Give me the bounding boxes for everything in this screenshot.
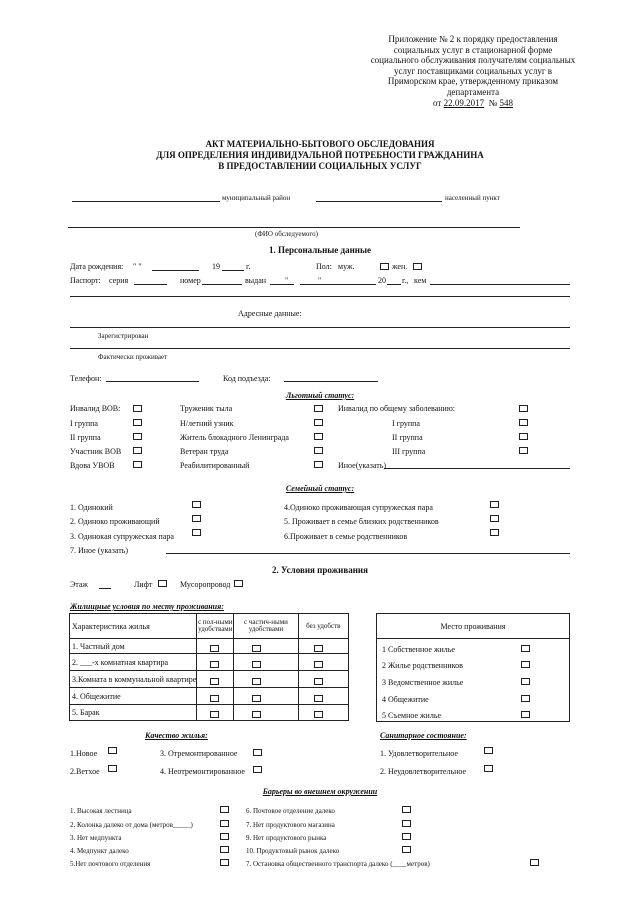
quality-0-checkbox[interactable] [108,747,117,754]
benefit-other-field[interactable] [384,468,570,469]
benefit-col3-0: I группа [392,419,420,428]
settlement-label: населенный пункт [445,194,500,202]
benefit-col2-1: Н/летний узник [180,419,234,428]
housing-3-none-checkbox[interactable] [314,695,323,702]
benefit-col1-0-checkbox[interactable] [133,405,142,412]
doc-title-1: АКТ МАТЕРИАЛЬНО-БЫТОВОГО ОБСЛЕДОВАНИЯ [205,139,435,149]
appendix-date: 22.09.2017 [443,97,485,108]
dob-year-suffix: г. [246,262,251,271]
floor-label: Этаж [70,580,88,589]
benefit-col1-3-checkbox[interactable] [133,447,142,454]
issued-by-label: кем [414,276,427,285]
housing-0-full-checkbox[interactable] [210,645,219,652]
benefit-col2-3-checkbox[interactable] [314,447,323,454]
family-right-2: 6.Проживает в семье родственников [284,532,408,541]
housing-3-partial-checkbox[interactable] [252,695,261,702]
family-left-0: 1. Одинокий [70,503,113,512]
section1-title: 1. Персональные данные [269,245,371,255]
appendix-text [370,34,576,108]
benefit-status-title: Льготный статус: [285,391,355,400]
issued-year-field[interactable] [387,284,401,285]
benefit-col3-header-checkbox[interactable] [519,405,528,412]
housing-header-none: без удобств [298,614,348,639]
housing-table [69,613,349,721]
issued-by-field-2[interactable] [70,296,570,297]
issued-by-field[interactable] [430,284,570,285]
place-4: 5 Съемное жилье [382,711,442,720]
barrier-left-0: 1. Высокая лестница [70,807,132,815]
family-right-0: 4.Одиноко проживающая супружеская пара [284,503,433,512]
benefit-col3-1: II группа [392,433,423,442]
actual-address-field[interactable] [70,348,570,349]
barrier-left-1: 2. Колонка далеко от дома (метров_____) [70,821,193,829]
benefit-col2-4-checkbox[interactable] [314,461,323,468]
quality-3: 4. Неотремонтированное [160,767,245,776]
housing-2-full-checkbox[interactable] [210,678,219,685]
benefit-col3-1-checkbox[interactable] [519,433,528,440]
quality-title: Качество жилья: [145,731,208,740]
housing-0-partial-checkbox[interactable] [252,645,261,652]
sanitary-0-checkbox[interactable] [484,747,493,754]
housing-row-1: 2. ___-х комнатная квартира [70,654,197,671]
family-right-2-checkbox[interactable] [490,529,499,536]
district-label: муниципальный район [222,194,291,202]
passport-number-label: номер [180,276,201,285]
passport-series-label: серия [109,276,129,285]
sanitary-1: 2. Неудовлетворительное [380,767,467,776]
doc-title-2: ДЛЯ ОПРЕДЕЛЕНИЯ ИНДИВИДУАЛЬНОЙ ПОТРЕБНОСТИ ГРАЖДАНИНА [156,150,484,160]
housing-header-type: Характеристика жилья [70,614,197,639]
housing-2-partial-checkbox[interactable] [252,678,261,685]
barrier-left-2-checkbox[interactable] [220,833,229,840]
housing-header-full: с пол-ными удобствами [197,614,234,639]
family-status-title: Семейный статус: [285,484,355,493]
issued-quote-open: " [285,276,289,285]
benefit-col2-4: Реабилитированный [180,461,250,470]
benefit-col1-2-checkbox[interactable] [133,433,142,440]
benefit-other-label: Иное(указать) [338,461,386,470]
sex-male-checkbox[interactable] [380,263,389,270]
housing-4-full-checkbox[interactable] [210,711,219,718]
family-right-1-checkbox[interactable] [490,515,499,522]
registered-label: Зарегистрирован [98,332,149,340]
barriers-title: Барьеры во внешнем окружении [262,787,378,796]
district-field[interactable] [72,201,220,202]
family-left-1-checkbox[interactable] [192,515,201,522]
sex-female-label: жен. [392,262,408,271]
elevator-label: Лифт [134,580,153,589]
passport-label: Паспорт: [70,276,101,285]
appendix-from: от [433,97,442,108]
section2-title: 2. Условия проживания [272,565,368,575]
appendix-body: Приложение № 2 к порядку предоставления социальных услуг в стационарной форме социального обслуживания получателям социальных услуг поставщиками социальных услуг в Приморском крае, утвержденному приказом департамента [370,34,576,97]
place-1-checkbox[interactable] [521,661,530,668]
housing-header-partial: с частич-ными удобствами [234,614,298,639]
barrier-right-0: 6. Почтовое отделение далеко [246,807,335,815]
benefit-col2-0-checkbox[interactable] [314,405,323,412]
benefit-col1-0: Инвалид ВОВ: [70,404,121,413]
place-0-checkbox[interactable] [521,645,530,652]
issued-day-field[interactable] [270,284,294,285]
phone-field[interactable] [106,381,199,382]
housing-3-full-checkbox[interactable] [210,695,219,702]
benefit-col2-2: Житель блокадного Ленинграда [180,433,289,442]
barrier-left-1-checkbox[interactable] [220,820,229,827]
place-1: 2 Жилье родственников [382,661,463,670]
phone-label: Телефон: [70,374,102,383]
benefit-col2-1-checkbox[interactable] [314,419,323,426]
housing-1-full-checkbox[interactable] [210,661,219,668]
benefit-col1-4-checkbox[interactable] [133,461,142,468]
floor-field[interactable] [99,588,111,589]
family-left-1: 2. Одиноко проживающий [70,517,160,526]
issued-quote-close: " [318,276,322,285]
barrier-right-4: 7. Остановка общественного транспорта далеко (____метров) [246,860,430,868]
barrier-right-2-checkbox[interactable] [402,833,411,840]
benefit-col1-1-checkbox[interactable] [133,419,142,426]
benefit-col3-2: III группа [392,447,426,456]
housing-4-none-checkbox[interactable] [314,711,323,718]
sex-male-label: муж. [338,262,355,271]
housing-row-3: 4. Общежитие [70,688,197,705]
benefit-col2-2-checkbox[interactable] [314,433,323,440]
dob-year-field[interactable] [222,270,244,271]
place-3: 4 Общежитие [382,695,429,704]
quality-0: 1.Новое [70,749,98,758]
registered-field[interactable] [70,327,570,328]
appendix-no-label: № [488,97,498,108]
place-3-checkbox[interactable] [521,695,530,702]
garbage-label: Мусоропровод [180,580,231,589]
barrier-right-0-checkbox[interactable] [402,806,411,813]
quality-3-checkbox[interactable] [253,766,262,773]
sanitary-0: 1. Удовлетворительное [380,749,458,758]
place-2: 3 Ведомственное жилье [382,678,464,687]
passport-number-field[interactable] [202,284,242,285]
place-header: Место проживания [377,614,570,639]
family-other-label: 7. Иное (указать) [70,546,128,555]
sex-label: Пол: [316,262,332,271]
entrance-code-label: Код подъезда: [223,374,271,383]
appendix-number: 548 [499,97,513,108]
barrier-right-3: 10. Продуктовый рынок далеко [246,847,340,855]
place-4-checkbox[interactable] [521,711,530,718]
benefit-col1-4: Вдова УВОВ [70,461,115,470]
barrier-left-0-checkbox[interactable] [220,806,229,813]
sex-female-checkbox[interactable] [413,263,422,270]
benefit-col3-header: Инвалид по общему заболеванию: [338,404,456,413]
quality-1-checkbox[interactable] [108,765,117,772]
barrier-left-4: 5.Нет почтового отделения [70,860,151,868]
quality-1: 2.Ветхое [70,767,100,776]
barrier-right-2: 9. Нет продуктового рынка [246,834,327,842]
housing-title: Жилищные условия по месту проживания: [70,602,224,611]
housing-row-4: 5. Барак [70,705,197,721]
family-right-0-checkbox[interactable] [490,501,499,508]
issued-month-field[interactable] [300,284,376,285]
benefit-col2-3: Ветеран труда [180,447,229,456]
barrier-right-4-checkbox[interactable] [530,859,539,866]
housing-row-0: 1. Частный дом [70,639,197,654]
housing-2-none-checkbox[interactable] [314,678,323,685]
address-label: Адресные данные: [238,309,302,318]
fio-field[interactable] [68,227,520,228]
housing-row-2: 3.Комната в коммунальной квартире [70,671,197,688]
barrier-right-1: 7. Нет продуктового магазина [246,821,335,829]
dob-year-19: 19 [212,262,220,271]
entrance-code-field[interactable] [284,381,378,382]
passport-series-field[interactable] [134,284,167,285]
housing-1-partial-checkbox[interactable] [252,661,261,668]
fio-hint: (ФИО обследуемого) [255,230,318,238]
barrier-left-3-checkbox[interactable] [220,846,229,853]
dob-label: Дата рождения: [70,262,124,271]
elevator-checkbox[interactable] [158,580,167,587]
quality-2: 3. Отремонтированное [160,749,238,758]
place-0: 1 Собственное жилье [382,645,455,654]
passport-issued-label: выдан [245,276,267,285]
issued-year-20: 20 [378,276,386,285]
quality-2-checkbox[interactable] [253,749,262,756]
garbage-checkbox[interactable] [234,580,243,587]
actual-address-label: Фактически проживает [98,353,168,361]
benefit-col1-2: II группа [70,433,101,442]
family-left-2: 3. Одинокая супружеская пара [70,532,174,541]
dob-quotes: " " [133,262,142,271]
sanitary-title: Санитарное состояние: [380,731,467,740]
place-2-checkbox[interactable] [521,678,530,685]
barrier-left-4-checkbox[interactable] [220,859,229,866]
benefit-col3-2-checkbox[interactable] [519,447,528,454]
benefit-col1-1: I группа [70,419,98,428]
dob-month-field[interactable] [152,270,199,271]
sanitary-1-checkbox[interactable] [484,765,493,772]
barrier-right-3-checkbox[interactable] [402,846,411,853]
housing-1-none-checkbox[interactable] [314,661,323,668]
barrier-left-3: 4. Медпункт далеко [70,847,129,855]
barrier-left-2: 3. Нет медпункта [70,834,122,842]
settlement-field[interactable] [316,201,442,202]
benefit-col2-0: Труженик тыла [180,404,233,413]
family-right-1: 5. Проживает в семье близких родственников [284,517,439,526]
barrier-right-1-checkbox[interactable] [402,820,411,827]
family-left-0-checkbox[interactable] [192,501,201,508]
family-other-field[interactable] [166,553,570,554]
benefit-col1-3: Участник ВОВ [70,447,122,456]
issued-year-g: г., [402,276,409,285]
benefit-col3-0-checkbox[interactable] [519,419,528,426]
family-left-2-checkbox[interactable] [192,529,201,536]
housing-0-none-checkbox[interactable] [314,645,323,652]
doc-title-3: В ПРЕДОСТАВЛЕНИИ СОЦИАЛЬНЫХ УСЛУГ [218,161,422,171]
housing-4-partial-checkbox[interactable] [252,711,261,718]
